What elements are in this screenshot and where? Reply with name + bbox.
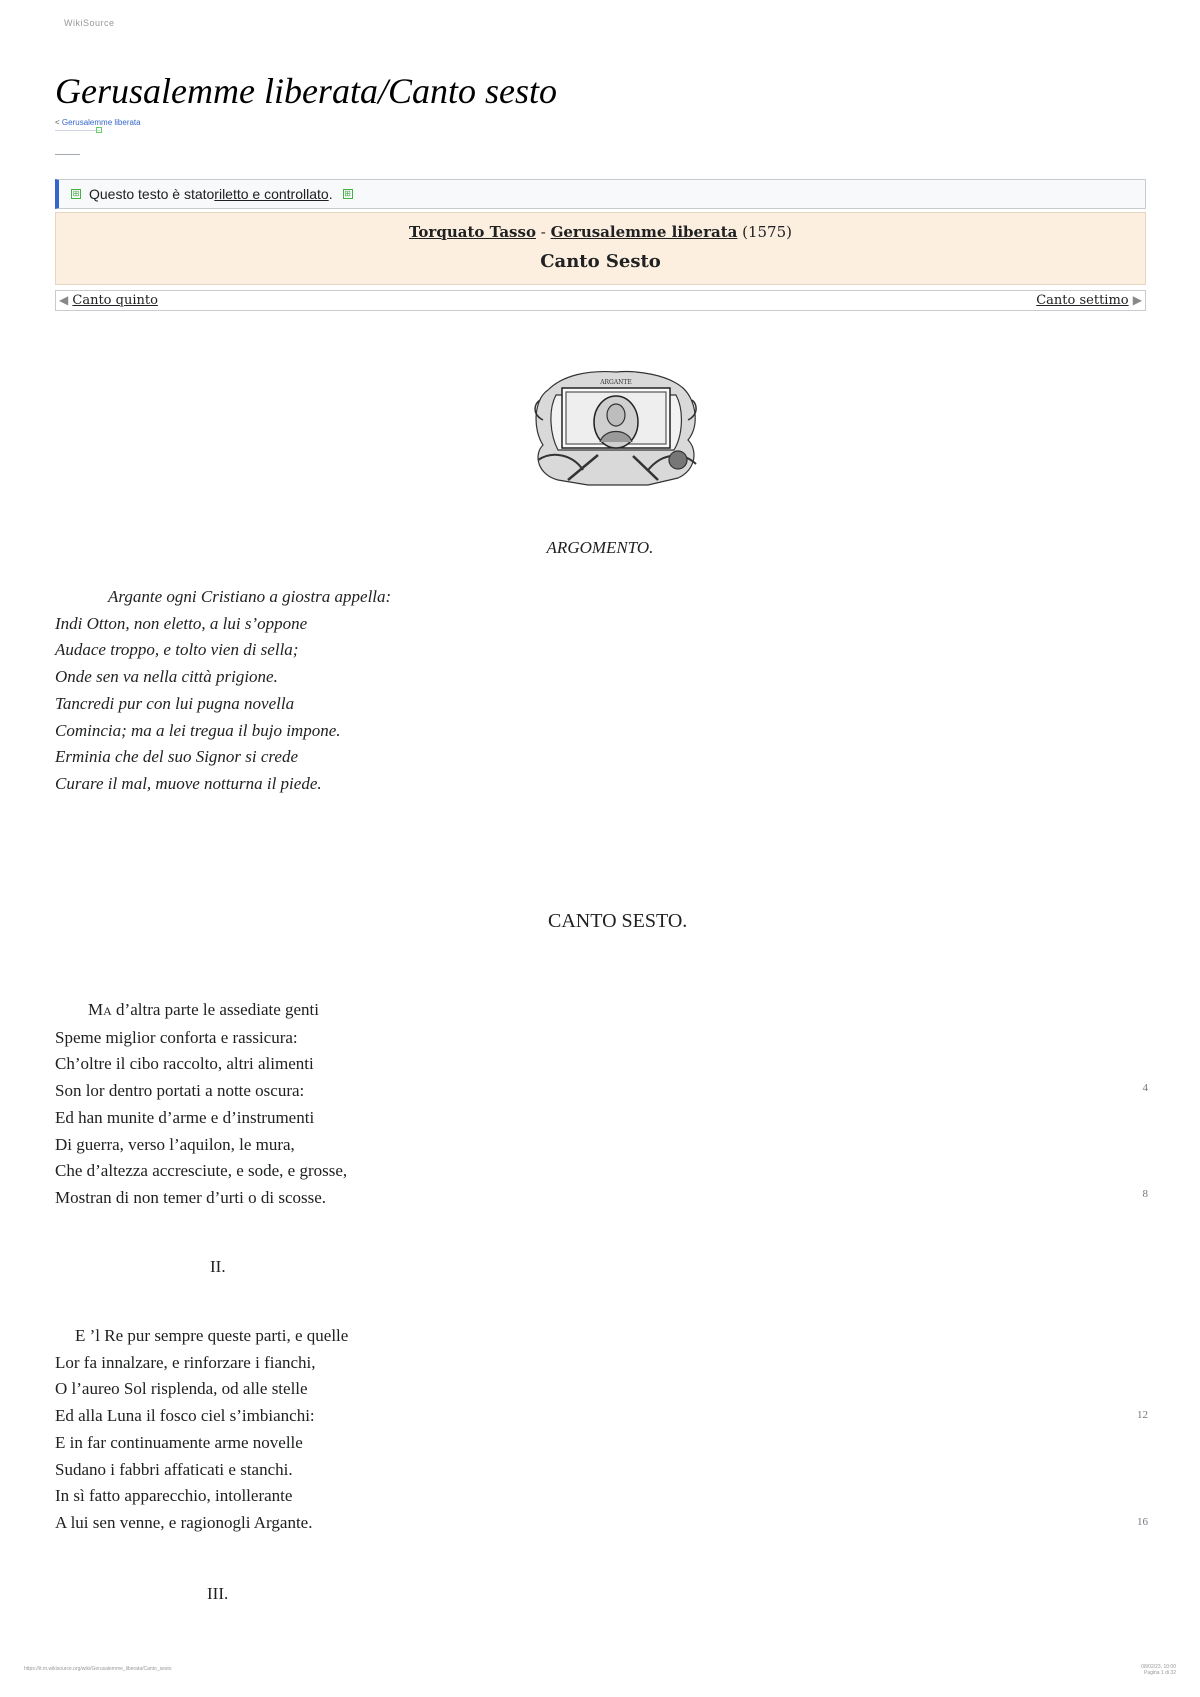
status-link[interactable]: riletto e controllato	[214, 186, 329, 202]
stanza-line: Che d’altezza accresciute, e sode, e grosse,	[55, 1161, 348, 1181]
stanza-line: Ch’oltre il cibo raccolto, altri alimenti	[55, 1054, 314, 1074]
argomento-line: Erminia che del suo Signor si crede	[55, 747, 298, 767]
page-title: Gerusalemme liberata/Canto sesto	[55, 71, 557, 111]
stanza-number: III.	[207, 1584, 229, 1603]
argomento-line: Comincia; ma a lei tregua il bujo impone.	[55, 720, 341, 740]
header-section: Canto Sesto	[540, 251, 661, 272]
author-link[interactable]: Torquato Tasso	[408, 223, 536, 241]
title-divider	[55, 154, 80, 155]
stanza-line: E ’l Re pur sempre queste parti, e quelle	[75, 1326, 349, 1345]
line-number: 12	[1137, 1409, 1148, 1421]
stanza-number: II.	[210, 1257, 226, 1276]
work-header	[55, 212, 1146, 285]
stanza-line: Ed alla Luna il fosco ciel s’imbianchi:	[55, 1406, 315, 1426]
dropcap: M	[88, 1000, 104, 1019]
header-year: (1575)	[737, 223, 792, 241]
breadcrumb-prefix: <	[55, 118, 62, 127]
argomento-line: Onde sen va nella città prigione.	[55, 667, 278, 687]
stanza-line: Son lor dentro portati a notte oscura:	[55, 1081, 305, 1101]
stanza-line: Sudano i fabbri affaticati e stanchi.	[55, 1459, 293, 1479]
line-number: 8	[1142, 1188, 1148, 1200]
argomento-line: Tancredi pur con lui pugna novella	[55, 693, 295, 713]
dropcap-small: A	[103, 1004, 112, 1018]
breadcrumb-link[interactable]: Gerusalemme liberata	[61, 118, 141, 127]
status-text-after: .	[328, 186, 333, 202]
argomento-line: Audace troppo, e tolto vien di sella;	[55, 640, 299, 660]
header-separator: -	[535, 223, 551, 241]
line-number: 16	[1137, 1516, 1148, 1528]
status-text-before: Questo testo è stato	[89, 186, 215, 202]
nav-next[interactable]	[1036, 293, 1142, 308]
nav-prev[interactable]	[59, 293, 158, 308]
stanza-line: E in far continuamente arme novelle	[55, 1432, 303, 1452]
proofread-status-bar	[55, 179, 1146, 209]
triangle-left-icon: ◀	[59, 293, 69, 307]
first-line-rest: d’altra parte le assediate genti	[111, 1000, 320, 1019]
footer-date: 08/02/23, 10:00	[1141, 1664, 1176, 1670]
breadcrumb	[55, 118, 141, 127]
expand-plus-icon[interactable]: ⊞	[72, 189, 80, 198]
canto-vignette-engraving	[528, 360, 704, 492]
header-author-line	[56, 223, 1145, 241]
argomento-line: Indi Otton, non eletto, a lui s’oppone	[55, 613, 308, 633]
breadcrumb-underline	[55, 130, 100, 131]
stanza-line: Speme miglior conforta e rassicura:	[55, 1027, 298, 1047]
triangle-right-icon: ▶	[1132, 293, 1142, 307]
site-logo[interactable]: WikiSource	[64, 18, 115, 28]
stanza-line: Di guerra, verso l’aquilon, le mura,	[55, 1134, 295, 1154]
stanza-line: Mostran di non temer d’urti o di scosse.	[55, 1187, 327, 1207]
argomento-title: ARGOMENTO.	[546, 538, 654, 557]
prev-chapter-link[interactable]: Canto quinto	[72, 293, 158, 308]
chapter-navigation	[55, 290, 1146, 311]
line-number: 4	[1142, 1082, 1148, 1094]
stanza-line	[55, 997, 347, 1025]
stanza-line: Lor fa innalzare, e rinforzare i fianchi,	[55, 1352, 316, 1372]
work-link[interactable]: Gerusalemme liberata	[550, 223, 738, 241]
stanza-2	[55, 1323, 348, 1537]
next-chapter-link[interactable]: Canto settimo	[1036, 293, 1129, 308]
vignette-caption: ARGANTE	[600, 379, 632, 386]
canto-heading: CANTO SESTO.	[548, 910, 688, 932]
argomento-verse	[55, 584, 391, 798]
argomento-line: Argante ogni Cristiano a giostra appella:	[108, 587, 392, 606]
stanza-line: O l’aureo Sol risplenda, od alle stelle	[55, 1379, 308, 1399]
breadcrumb-expand-icon[interactable]	[96, 127, 102, 133]
footer-meta	[1141, 1664, 1176, 1676]
footer-page: Pagina 1 di 32	[1144, 1670, 1176, 1676]
stanza-line: Ed han munite d’arme e d’instrumenti	[55, 1107, 315, 1127]
footer-url: https://it.m.wikisource.org/wiki/Gerusalemme_liberata/Canto_sesto	[24, 1666, 172, 1672]
stanza-line: A lui sen venne, e ragionogli Argante.	[55, 1512, 313, 1532]
expand-plus-icon[interactable]: ⊞	[344, 189, 351, 198]
stanza-1	[55, 997, 347, 1212]
stanza-line: In sì fatto apparecchio, intollerante	[55, 1486, 293, 1506]
argomento-line: Curare il mal, muove notturna il piede.	[55, 773, 322, 793]
